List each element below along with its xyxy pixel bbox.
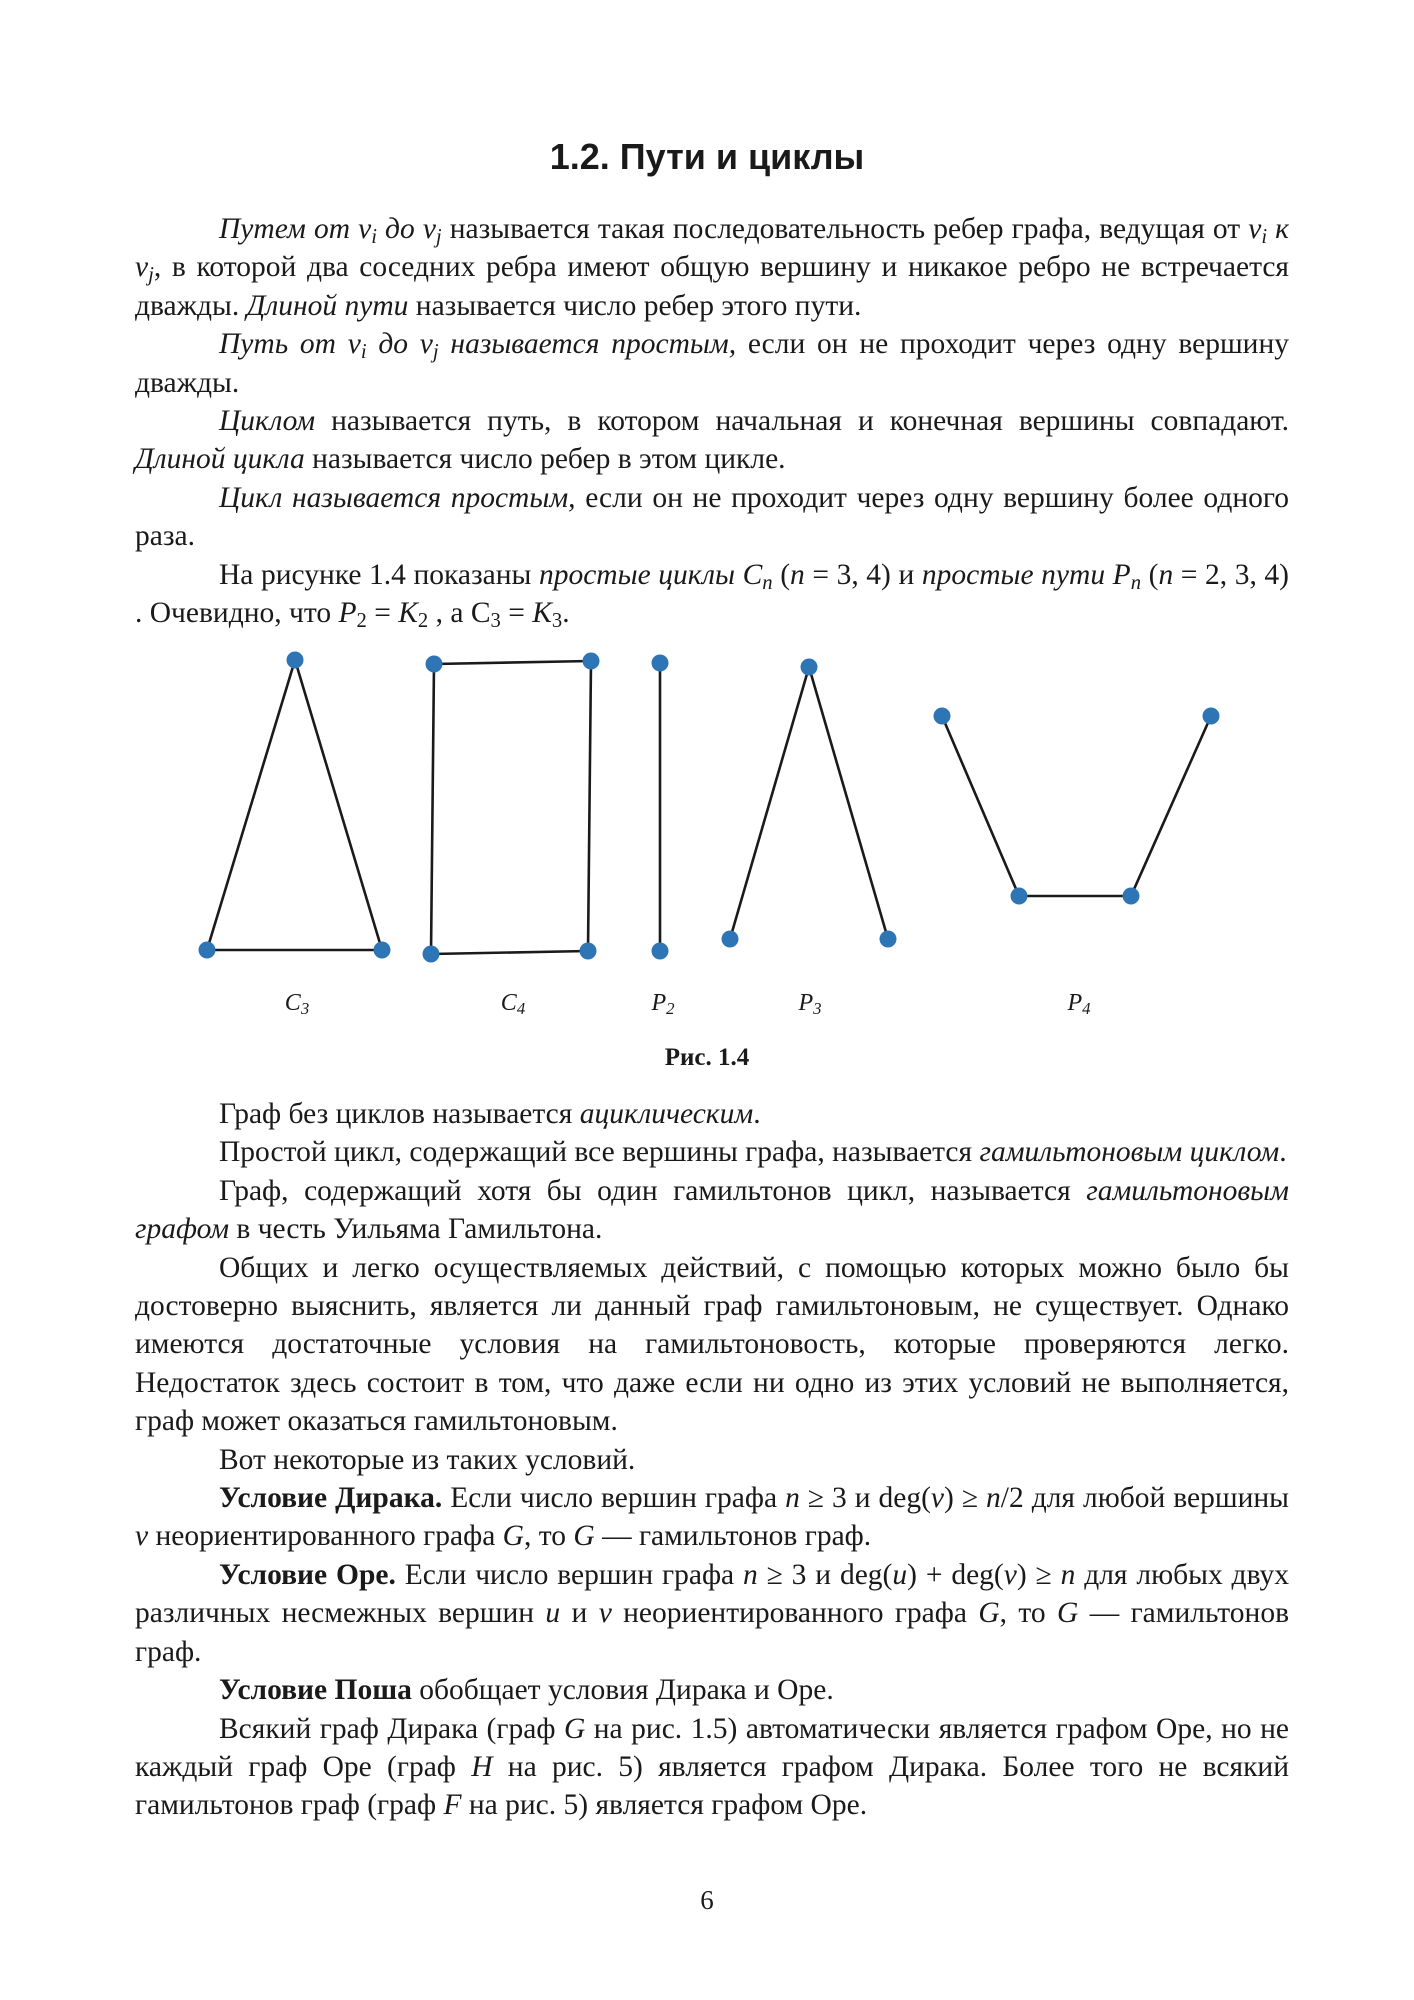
vertex	[1011, 888, 1028, 905]
vertex	[287, 652, 304, 669]
vertex	[652, 943, 669, 960]
graph-c4	[423, 653, 600, 963]
paragraph: Вот некоторые из таких условий.	[219, 1443, 636, 1476]
paragraph: Всякий граф Дирака (граф G на рис. 1.5) автоматически является графом Оре, но не каждый граф Оре (граф H на рис. 5) является графом Дирака. Более того не всякий гамильтонов граф (граф F на рис. 5) является графом Оре.	[135, 1712, 1289, 1822]
vertex	[580, 943, 597, 960]
vertex	[934, 708, 951, 725]
edge	[431, 951, 588, 954]
vertex	[426, 656, 443, 673]
section-title: 1.2. Пути и циклы	[549, 136, 865, 177]
edge	[942, 716, 1019, 896]
paragraph: Граф, содержащий хотя бы один гамильтонов цикл, называется гамильтоновым графом в честь Уильяма Гамильтона.	[135, 1174, 1289, 1246]
vertex	[722, 931, 739, 948]
vertex	[652, 655, 669, 672]
paragraph: Циклом называется путь, в котором начальная и конечная вершины совпадают. Длиной цикла называется число ребер в этом цикле.	[135, 405, 1289, 476]
vertex	[880, 931, 897, 948]
paragraph: Граф без циклов называется ациклическим.	[219, 1098, 761, 1130]
text-block-top	[135, 210, 1289, 632]
paragraph: На рисунке 1.4 показаны простые циклы $C_n$ (n = 3, 4) и простые пути $P_n$ (n = 2, 3, 4) . Очевидно, что $P_2 = K_2$ , а $C_3 = K_3$.	[135, 558, 1290, 633]
paragraph: Общих и легко осуществляемых действий, с помощью которых можно было бы достоверно выяснить, является ли данный граф гамильтоновым, не существует. Однако имеются достаточные условия на гамильтоновость, которые проверяются легко. Недостаток здесь состоит в том, что даже если ни одно из этих условий не выполняется, граф может оказаться гамильтоновым.	[135, 1251, 1289, 1438]
vertex	[1123, 888, 1140, 905]
edge	[809, 667, 888, 939]
vertex	[423, 946, 440, 963]
paragraph: Путем от $v_i$ до $v_j$ называется такая последовательность ребер графа, ведущая от $v_i$ к $v_j$, в которой два соседних ребра имеют общую вершину и никакое ребро не встречается дважды. Длиной пути называется число ребер этого пути.	[135, 213, 1289, 322]
edge	[588, 661, 591, 951]
edge	[1131, 716, 1211, 896]
paragraph: Условие Оре. Если число вершин графа n ≥ 3 и deg(u) + deg(v) ≥ n для любых двух различных несмежных вершин u и v неориентированного графа G, то G — гамильтонов граф.	[135, 1558, 1289, 1668]
graph-diagram	[0, 630, 1414, 1050]
edge	[434, 661, 591, 664]
vertex	[801, 659, 818, 676]
vertex	[374, 942, 391, 959]
text-block-bottom	[135, 1095, 1289, 1825]
edge	[295, 660, 382, 950]
paragraph: Путь от $v_i$ до $v_j$ называется простым, если он не проходит через одну вершину дважды.	[135, 328, 1289, 399]
figure-label-p4: $P_4$	[1067, 990, 1091, 1019]
paragraph: Условие Дирака. Если число вершин графа n ≥ 3 и deg(v) ≥ n/2 для любой вершины v неориентированного графа G, то G — гамильтонов граф.	[135, 1482, 1289, 1553]
vertex	[199, 942, 216, 959]
graph-p2	[652, 655, 669, 960]
figure-label-p2: $P_2$	[651, 990, 675, 1019]
graph-c3	[199, 652, 391, 959]
page-number: 6	[700, 1885, 714, 1915]
paragraph: Цикл называется простым, если он не проходит через одну вершину более одного раза.	[135, 481, 1289, 553]
paragraph: Простой цикл, содержащий все вершины графа, называется гамильтоновым циклом.	[219, 1136, 1287, 1169]
edge	[207, 660, 295, 950]
paragraph: Условие Поша обобщает условия Дирака и Оре.	[219, 1674, 834, 1707]
vertex	[1203, 708, 1220, 725]
figure-caption: Рис. 1.4	[664, 1044, 750, 1071]
edge	[431, 664, 434, 954]
vertex	[583, 653, 600, 670]
figure-1-4	[0, 630, 1414, 1050]
figure-label-c4: $C_4$	[500, 990, 526, 1019]
graph-p4	[934, 708, 1220, 905]
edge	[730, 667, 809, 939]
figure-label-p3: $P_3$	[798, 990, 822, 1019]
figure-label-c3: $C_3$	[284, 990, 310, 1019]
graph-p3	[722, 659, 897, 948]
